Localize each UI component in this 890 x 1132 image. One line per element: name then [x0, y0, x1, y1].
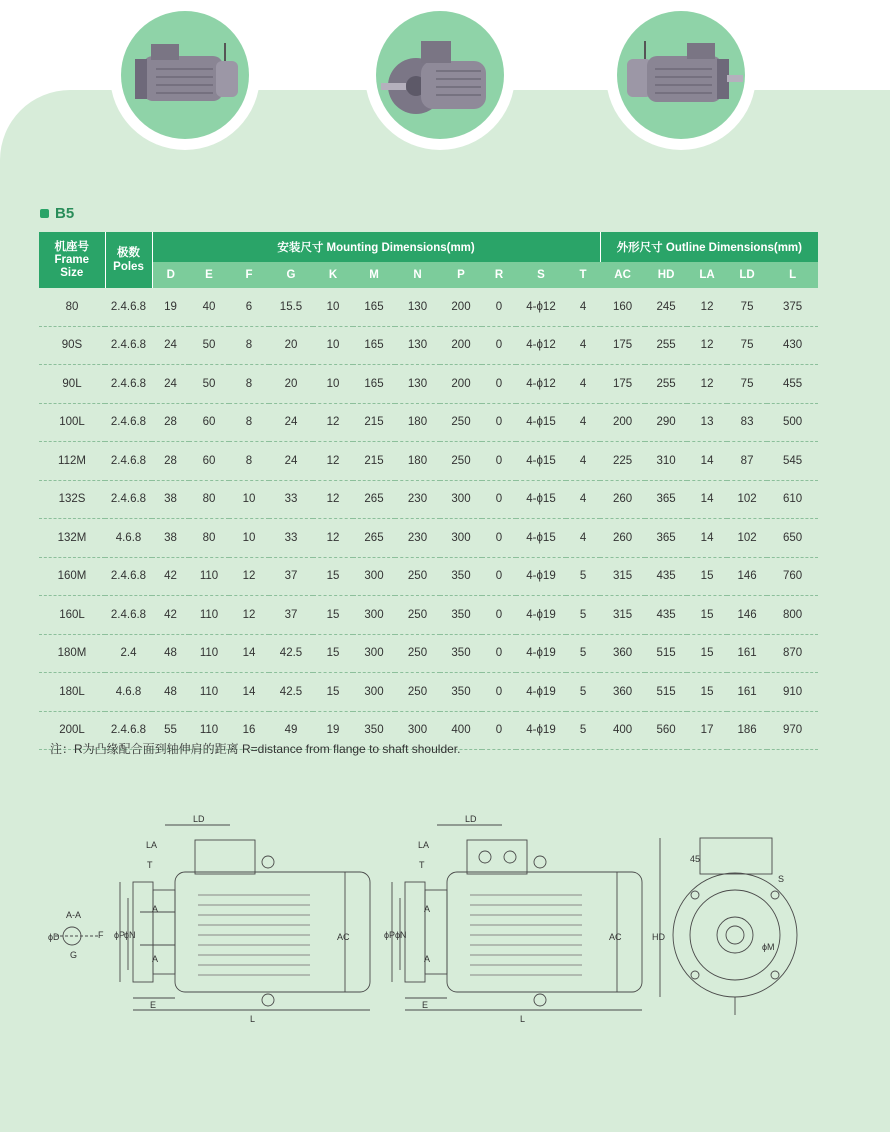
table-cell: 110	[189, 596, 229, 635]
table-cell: 19	[152, 288, 189, 326]
table-cell: 200	[600, 403, 645, 442]
column-header-k: K	[313, 262, 353, 288]
table-cell: 14	[687, 519, 727, 558]
table-cell: 20	[269, 365, 313, 404]
table-cell: 5	[566, 673, 600, 712]
table-row	[39, 326, 818, 365]
table-cell: 365	[645, 480, 687, 519]
table-row	[39, 442, 818, 481]
table-cell: 28	[152, 442, 189, 481]
frame-size-header: 机座号 Frame Size	[39, 232, 105, 288]
svg-text:AC: AC	[337, 932, 350, 942]
table-cell: 2.4.6.8	[105, 557, 152, 596]
table-cell: 33	[269, 480, 313, 519]
column-header-row	[39, 262, 818, 288]
table-cell: 265	[353, 519, 395, 558]
table-cell: 15	[687, 673, 727, 712]
table-cell: 2.4.6.8	[105, 480, 152, 519]
table-cell: 15	[313, 557, 353, 596]
svg-text:T: T	[147, 860, 153, 870]
table-cell: 180	[395, 403, 440, 442]
table-cell: 0	[482, 326, 516, 365]
table-cell: 760	[767, 557, 818, 596]
svg-text:ϕP: ϕP	[384, 930, 396, 940]
column-header-t: T	[566, 262, 600, 288]
table-cell: 250	[440, 442, 482, 481]
table-cell: 102	[727, 519, 767, 558]
table-cell: 130	[395, 288, 440, 326]
technical-drawings	[0, 800, 890, 1060]
table-cell: 970	[767, 711, 818, 750]
table-cell: 4.6.8	[105, 519, 152, 558]
table-row	[39, 634, 818, 673]
table-cell: 250	[395, 596, 440, 635]
svg-text:L: L	[520, 1014, 526, 1024]
table-cell: 0	[482, 442, 516, 481]
table-cell: 200L	[39, 711, 105, 750]
table-cell: 400	[440, 711, 482, 750]
table-cell: 4	[566, 403, 600, 442]
poles-header: 极数 Poles	[105, 232, 152, 288]
svg-text:AC: AC	[609, 932, 622, 942]
table-cell: 12	[687, 288, 727, 326]
table-cell: 40	[189, 288, 229, 326]
table-cell: 112M	[39, 442, 105, 481]
table-cell: 4	[566, 480, 600, 519]
table-cell: 2.4.6.8	[105, 711, 152, 750]
table-cell: 4-ϕ15	[516, 403, 566, 442]
table-cell: 50	[189, 326, 229, 365]
table-cell: 20	[269, 326, 313, 365]
table-cell: 146	[727, 596, 767, 635]
motor-photo-3	[606, 0, 756, 150]
table-cell: 0	[482, 365, 516, 404]
table-cell: 160	[600, 288, 645, 326]
table-cell: 870	[767, 634, 818, 673]
table-cell: 350	[353, 711, 395, 750]
table-cell: 12	[687, 365, 727, 404]
table-cell: 132M	[39, 519, 105, 558]
table-cell: 12	[687, 326, 727, 365]
svg-text:A: A	[424, 954, 431, 964]
svg-text:45: 45	[690, 854, 701, 864]
table-cell: 15	[687, 596, 727, 635]
table-cell: 4	[566, 326, 600, 365]
svg-text:T: T	[419, 860, 425, 870]
table-cell: 400	[600, 711, 645, 750]
table-cell: 102	[727, 480, 767, 519]
svg-text:ϕD: ϕD	[48, 932, 60, 942]
table-cell: 0	[482, 480, 516, 519]
table-cell: 455	[767, 365, 818, 404]
table-cell: 5	[566, 634, 600, 673]
table-cell: 17	[687, 711, 727, 750]
table-cell: 110	[189, 711, 229, 750]
table-cell: 75	[727, 365, 767, 404]
svg-text:ϕN: ϕN	[124, 930, 136, 940]
table-cell: 435	[645, 557, 687, 596]
table-row	[39, 519, 818, 558]
table-cell: 8	[229, 365, 269, 404]
table-row	[39, 480, 818, 519]
table-cell: 265	[353, 480, 395, 519]
table-cell: 4-ϕ19	[516, 596, 566, 635]
table-cell: 24	[152, 326, 189, 365]
table-cell: 430	[767, 326, 818, 365]
table-cell: 14	[687, 480, 727, 519]
table-cell: 60	[189, 442, 229, 481]
table-cell: 180M	[39, 634, 105, 673]
table-cell: 90S	[39, 326, 105, 365]
table-cell: 24	[152, 365, 189, 404]
svg-text:F: F	[98, 930, 104, 940]
table-cell: 90L	[39, 365, 105, 404]
column-header-r: R	[482, 262, 516, 288]
table-cell: 42.5	[269, 673, 313, 712]
table-cell: 360	[600, 673, 645, 712]
table-cell: 130	[395, 326, 440, 365]
table-cell: 60	[189, 403, 229, 442]
table-cell: 8	[229, 403, 269, 442]
svg-text:E: E	[150, 1000, 157, 1010]
table-cell: 33	[269, 519, 313, 558]
table-cell: 910	[767, 673, 818, 712]
table-cell: 110	[189, 557, 229, 596]
table-cell: 350	[440, 596, 482, 635]
table-cell: 260	[600, 519, 645, 558]
table-cell: 2.4.6.8	[105, 365, 152, 404]
column-header-g: G	[269, 262, 313, 288]
table-cell: 230	[395, 519, 440, 558]
table-cell: 0	[482, 288, 516, 326]
dimension-table	[39, 232, 818, 750]
svg-text:E: E	[422, 1000, 429, 1010]
table-cell: 15.5	[269, 288, 313, 326]
svg-text:ϕM: ϕM	[762, 942, 775, 952]
svg-text:A: A	[424, 904, 431, 914]
table-cell: 14	[229, 634, 269, 673]
table-cell: 161	[727, 673, 767, 712]
motor-image	[376, 11, 504, 139]
table-cell: 12	[229, 596, 269, 635]
svg-text:A: A	[152, 954, 159, 964]
table-cell: 110	[189, 634, 229, 673]
table-cell: 300	[353, 673, 395, 712]
table-cell: 161	[727, 634, 767, 673]
table-cell: 130	[395, 365, 440, 404]
table-cell: 2.4.6.8	[105, 288, 152, 326]
table-cell: 160L	[39, 596, 105, 635]
svg-text:ϕN: ϕN	[395, 930, 407, 940]
table-cell: 250	[440, 403, 482, 442]
table-cell: 37	[269, 596, 313, 635]
table-cell: 4-ϕ12	[516, 326, 566, 365]
table-cell: 200	[440, 365, 482, 404]
table-cell: 310	[645, 442, 687, 481]
table-cell: 4-ϕ12	[516, 365, 566, 404]
table-cell: 500	[767, 403, 818, 442]
table-cell: 200	[440, 326, 482, 365]
table-cell: 15	[313, 634, 353, 673]
table-cell: 42	[152, 557, 189, 596]
table-cell: 5	[566, 596, 600, 635]
table-cell: 350	[440, 673, 482, 712]
svg-text:A: A	[152, 904, 159, 914]
table-cell: 12	[313, 442, 353, 481]
motor-photo-1	[110, 0, 260, 150]
svg-text:S: S	[778, 874, 785, 884]
table-cell: 5	[566, 557, 600, 596]
table-cell: 10	[313, 288, 353, 326]
table-cell: 250	[395, 634, 440, 673]
table-row	[39, 557, 818, 596]
drawing-labels	[48, 814, 784, 1024]
table-cell: 0	[482, 673, 516, 712]
table-cell: 132S	[39, 480, 105, 519]
table-cell: 110	[189, 673, 229, 712]
table-cell: 10	[229, 480, 269, 519]
table-cell: 300	[353, 596, 395, 635]
table-cell: 42.5	[269, 634, 313, 673]
column-header-ac: AC	[600, 262, 645, 288]
svg-text:LA: LA	[146, 840, 158, 850]
column-header-la: LA	[687, 262, 727, 288]
table-cell: 19	[313, 711, 353, 750]
table-cell: 300	[440, 480, 482, 519]
table-cell: 38	[152, 519, 189, 558]
motor-photo-2	[365, 0, 515, 150]
table-cell: 610	[767, 480, 818, 519]
table-cell: 180L	[39, 673, 105, 712]
table-cell: 5	[566, 711, 600, 750]
table-cell: 4	[566, 288, 600, 326]
column-header-n: N	[395, 262, 440, 288]
table-cell: 28	[152, 403, 189, 442]
table-cell: 200	[440, 288, 482, 326]
footnote: 注：R为凸缘配合面到轴伸肩的距离 R=distance from flange to shaft shoulder.	[50, 742, 461, 756]
column-header-hd: HD	[645, 262, 687, 288]
column-header-ld: LD	[727, 262, 767, 288]
table-cell: 215	[353, 403, 395, 442]
table-cell: 545	[767, 442, 818, 481]
table-cell: 10	[313, 365, 353, 404]
table-cell: 215	[353, 442, 395, 481]
table-cell: 10	[229, 519, 269, 558]
table-row	[39, 673, 818, 712]
table-cell: 80	[39, 288, 105, 326]
table-cell: 48	[152, 673, 189, 712]
outline-dimensions-header: 外形尺寸 Outline Dimensions(mm)	[600, 232, 818, 262]
table-cell: 250	[395, 673, 440, 712]
table-cell: 4	[566, 365, 600, 404]
table-cell: 80	[189, 519, 229, 558]
svg-text:LA: LA	[418, 840, 430, 850]
table-cell: 13	[687, 403, 727, 442]
table-cell: 250	[395, 557, 440, 596]
table-cell: 12	[229, 557, 269, 596]
table-cell: 515	[645, 634, 687, 673]
table-cell: 4-ϕ19	[516, 673, 566, 712]
table-cell: 260	[600, 480, 645, 519]
table-row	[39, 288, 818, 326]
table-cell: 2.4.6.8	[105, 403, 152, 442]
table-cell: 175	[600, 365, 645, 404]
table-cell: 50	[189, 365, 229, 404]
motor-image	[121, 11, 249, 139]
svg-text:LD: LD	[465, 814, 477, 824]
table-cell: 290	[645, 403, 687, 442]
table-cell: 255	[645, 365, 687, 404]
table-cell: 2.4	[105, 634, 152, 673]
table-cell: 4-ϕ15	[516, 519, 566, 558]
table-cell: 37	[269, 557, 313, 596]
table-cell: 300	[353, 557, 395, 596]
svg-text:LD: LD	[193, 814, 205, 824]
table-cell: 165	[353, 288, 395, 326]
table-row	[39, 365, 818, 404]
table-cell: 0	[482, 519, 516, 558]
table-cell: 16	[229, 711, 269, 750]
table-cell: 4-ϕ15	[516, 480, 566, 519]
table-cell: 165	[353, 365, 395, 404]
table-cell: 650	[767, 519, 818, 558]
table-cell: 4-ϕ15	[516, 442, 566, 481]
column-header-f: F	[229, 262, 269, 288]
table-cell: 12	[313, 519, 353, 558]
table-cell: 515	[645, 673, 687, 712]
table-cell: 4-ϕ19	[516, 634, 566, 673]
table-cell: 350	[440, 557, 482, 596]
table-cell: 8	[229, 326, 269, 365]
table-cell: 15	[687, 634, 727, 673]
table-cell: 12	[313, 403, 353, 442]
table-cell: 42	[152, 596, 189, 635]
table-cell: 15	[313, 673, 353, 712]
table-row	[39, 403, 818, 442]
table-cell: 2.4.6.8	[105, 442, 152, 481]
table-cell: 8	[229, 442, 269, 481]
table-cell: 55	[152, 711, 189, 750]
table-cell: 0	[482, 634, 516, 673]
table-cell: 4-ϕ19	[516, 711, 566, 750]
table-cell: 350	[440, 634, 482, 673]
column-header-m: M	[353, 262, 395, 288]
table-cell: 300	[395, 711, 440, 750]
table-cell: 4-ϕ19	[516, 557, 566, 596]
table-cell: 2.4.6.8	[105, 596, 152, 635]
column-header-p: P	[440, 262, 482, 288]
mounting-dimensions-header: 安装尺寸 Mounting Dimensions(mm)	[152, 232, 600, 262]
table-cell: 24	[269, 403, 313, 442]
table-cell: 2.4.6.8	[105, 326, 152, 365]
table-cell: 4.6.8	[105, 673, 152, 712]
table-cell: 300	[353, 634, 395, 673]
table-cell: 360	[600, 634, 645, 673]
table-cell: 83	[727, 403, 767, 442]
table-body	[39, 288, 818, 750]
column-header-d: D	[152, 262, 189, 288]
table-cell: 245	[645, 288, 687, 326]
column-header-e: E	[189, 262, 229, 288]
table-cell: 12	[313, 480, 353, 519]
table-cell: 15	[313, 596, 353, 635]
table-cell: 14	[229, 673, 269, 712]
table-cell: 186	[727, 711, 767, 750]
table-cell: 180	[395, 442, 440, 481]
section-title	[40, 205, 74, 222]
table-cell: 0	[482, 596, 516, 635]
column-header-l: L	[767, 262, 818, 288]
table-cell: 4	[566, 442, 600, 481]
table-cell: 800	[767, 596, 818, 635]
svg-text:HD: HD	[652, 932, 665, 942]
bullet-icon	[40, 209, 49, 218]
table-cell: 435	[645, 596, 687, 635]
table-cell: 300	[440, 519, 482, 558]
table-cell: 315	[600, 557, 645, 596]
table-cell: 100L	[39, 403, 105, 442]
table-cell: 0	[482, 711, 516, 750]
motor-image	[617, 11, 745, 139]
table-cell: 4	[566, 519, 600, 558]
column-header-s: S	[516, 262, 566, 288]
table-cell: 375	[767, 288, 818, 326]
table-cell: 0	[482, 403, 516, 442]
table-row	[39, 596, 818, 635]
table-cell: 14	[687, 442, 727, 481]
svg-text:A-A: A-A	[66, 910, 82, 920]
svg-text:L: L	[250, 1014, 256, 1024]
table-cell: 146	[727, 557, 767, 596]
table-cell: 48	[152, 634, 189, 673]
table-cell: 10	[313, 326, 353, 365]
svg-text:G: G	[70, 950, 78, 960]
table-cell: 255	[645, 326, 687, 365]
table-cell: 38	[152, 480, 189, 519]
table-cell: 165	[353, 326, 395, 365]
table-cell: 87	[727, 442, 767, 481]
table-cell: 4-ϕ12	[516, 288, 566, 326]
table-cell: 75	[727, 326, 767, 365]
table-cell: 315	[600, 596, 645, 635]
table-cell: 175	[600, 326, 645, 365]
table-cell: 15	[687, 557, 727, 596]
table-cell: 24	[269, 442, 313, 481]
table-cell: 560	[645, 711, 687, 750]
table-cell: 225	[600, 442, 645, 481]
table-cell: 230	[395, 480, 440, 519]
table-cell: 0	[482, 557, 516, 596]
svg-text:ϕP: ϕP	[114, 930, 126, 940]
table-cell: 6	[229, 288, 269, 326]
table-cell: 49	[269, 711, 313, 750]
table-cell: 160M	[39, 557, 105, 596]
section-title-text: B5	[55, 205, 75, 222]
table-cell: 365	[645, 519, 687, 558]
table-cell: 80	[189, 480, 229, 519]
table-cell: 75	[727, 288, 767, 326]
